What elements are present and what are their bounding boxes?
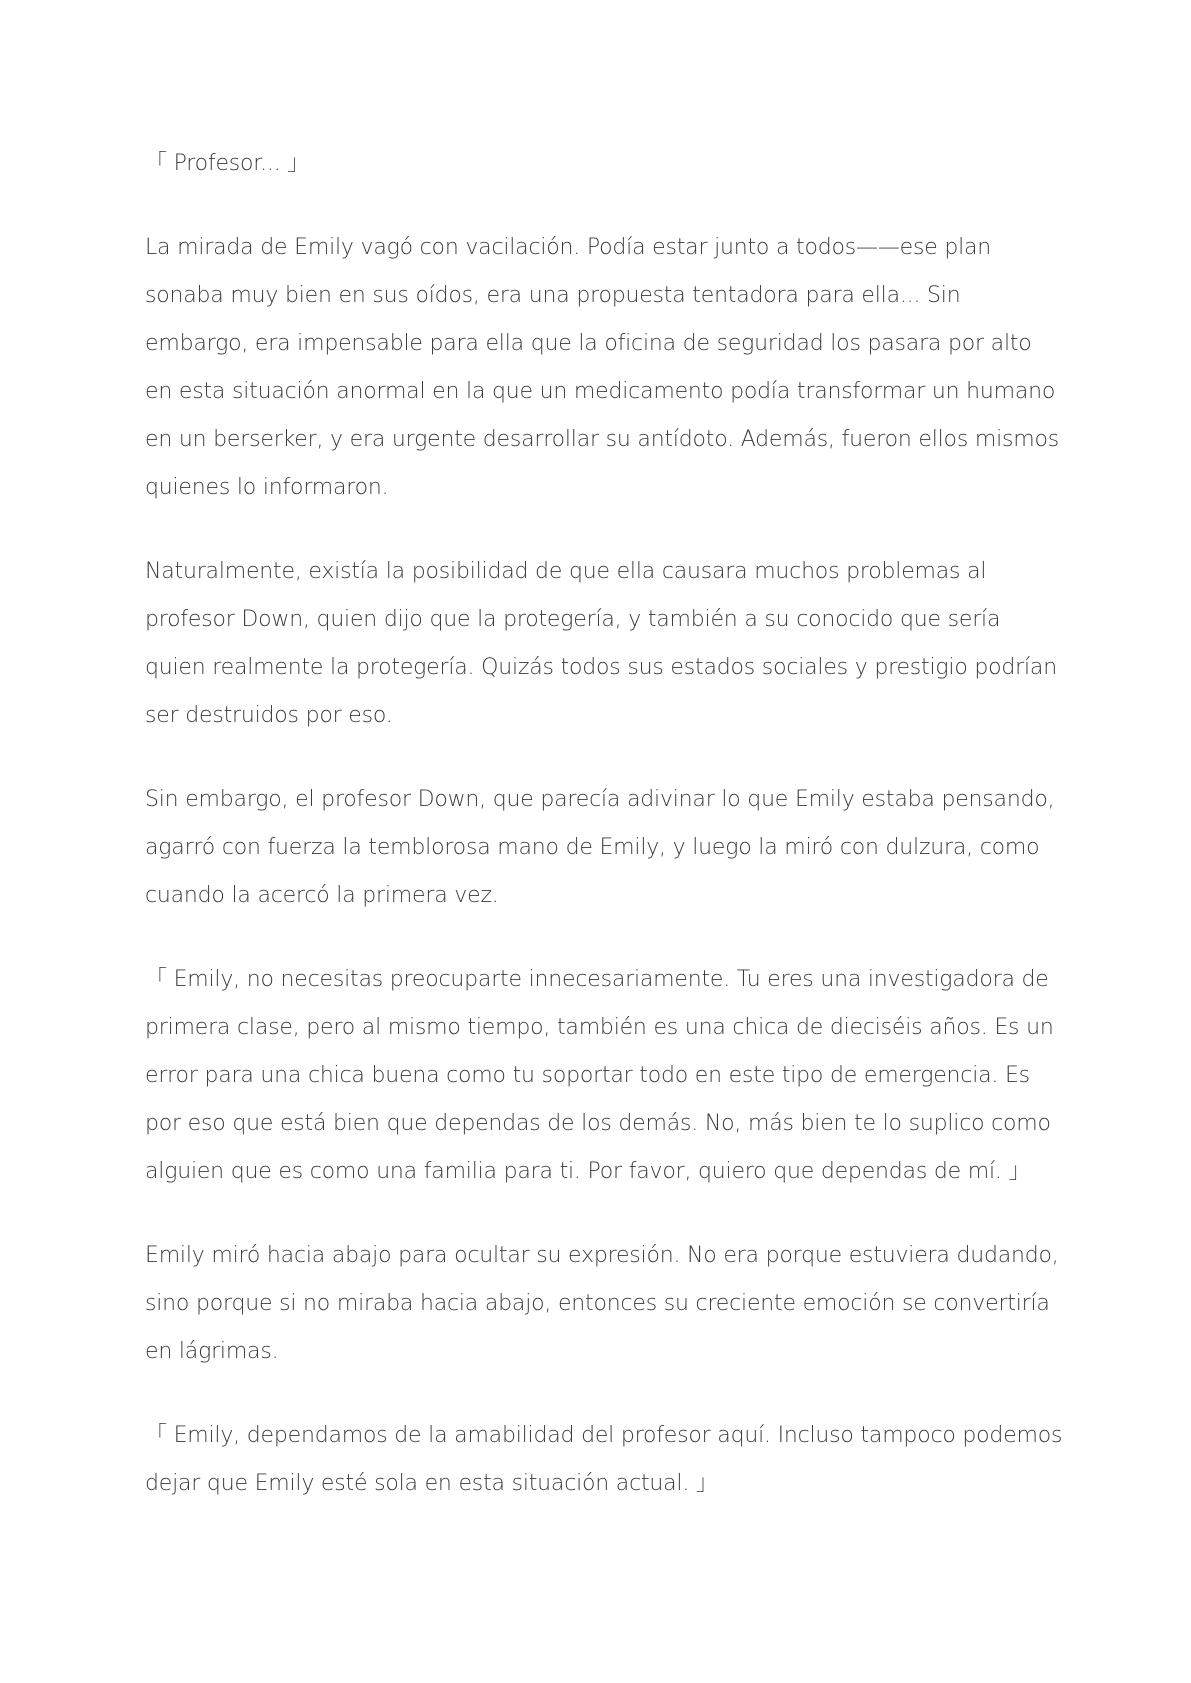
paragraph-4: Sin embargo, el profesor Down, que parecía adivinar lo que Emily estaba pensando, agarró con fuerza la temblorosa mano de Emily, y luego la miró con dulzura, como cuando la acercó la primera vez. — [145, 787, 1055, 908]
paragraph-2: La mirada de Emily vagó con vacilación. Podía estar junto a todos——ese plan sonaba muy bien en sus oídos, era una propuesta tentadora para ella... Sin embargo, era impensable para ella que la oficina de seguridad los pasara por alto en esta situación anormal en la que un medicamento podía transformar un humano en un berserker, y era urgente desarrollar su antídoto. Además, fueron ellos mismos quienes lo informaron. — [145, 235, 1060, 500]
paragraph-5: 「 Emily, no necesitas preocuparte innecesariamente. Tu eres una investigadora de primera clase, pero al mismo tiempo, también es una chica de dieciséis años. Es un error para una chica buena como tu soportar todo en este tipo de emergencia. Es por eso que está bien que dependas de los demás. No, más bien te lo suplico como alguien que es como una familia para ti. Por favor, quiero que dependas de mí. 」 — [145, 967, 1054, 1184]
paragraph-7: 「 Emily, dependamos de la amabilidad del profesor aquí. Incluso tampoco podemos dejar que Emily esté sola en esta situación actual. 」 — [145, 1423, 1063, 1496]
paragraph-1: 「 Profesor... 」 — [145, 151, 310, 176]
body-text — [145, 140, 1065, 1544]
paragraph-3: Naturalmente, existía la posibilidad de que ella causara muchos problemas al profesor Down, quien dijo que la protegería, y también a su conocido que sería quien realmente la protegería. Quizás todos sus estados sociales y prestigio podrían ser destruidos por eso. — [145, 559, 1057, 728]
paragraph-6: Emily miró hacia abajo para ocultar su expresión. No era porque estuviera dudando, sino porque si no miraba hacia abajo, entonces su creciente emoción se convertiría en lágrimas. — [145, 1243, 1059, 1364]
